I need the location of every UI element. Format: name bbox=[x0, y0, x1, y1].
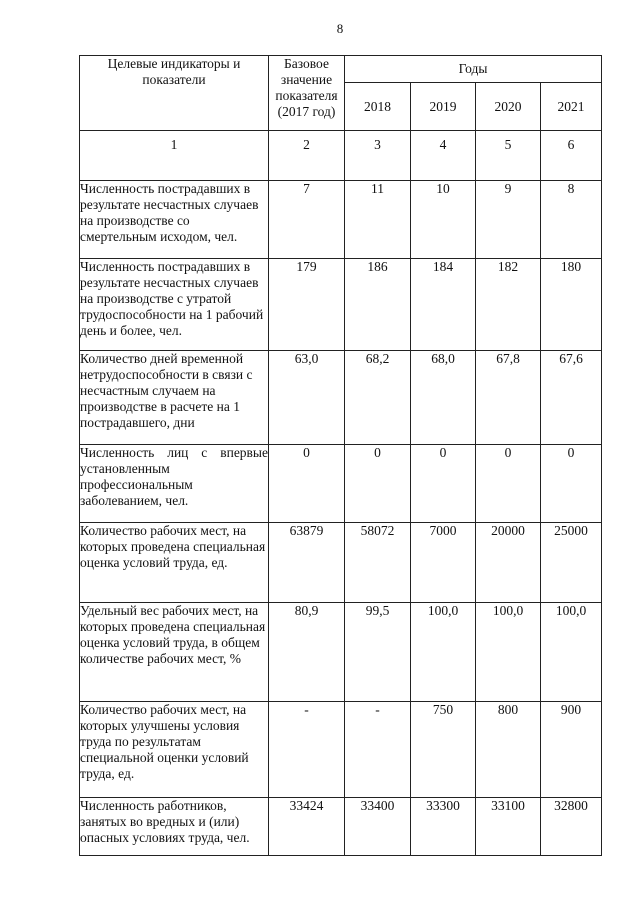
indicator-name: Численность лиц с впервые установленным профессиональным заболеванием, чел. bbox=[80, 445, 269, 523]
indicator-value-2019: 100,0 bbox=[411, 603, 476, 702]
indicator-value-2020: 20000 bbox=[476, 523, 541, 603]
indicator-value-2018: - bbox=[345, 702, 411, 798]
indicator-base-value: 63,0 bbox=[269, 351, 345, 445]
indicator-value-2018: 99,5 bbox=[345, 603, 411, 702]
indicator-value-2019: 750 bbox=[411, 702, 476, 798]
indicator-value-2020: 800 bbox=[476, 702, 541, 798]
header-year: 2019 bbox=[411, 83, 476, 131]
table-row bbox=[80, 445, 602, 523]
header-year: 2018 bbox=[345, 83, 411, 131]
indicator-base-value: - bbox=[269, 702, 345, 798]
header-indicator-label: Целевые индикаторы и показатели bbox=[80, 56, 269, 131]
table-row bbox=[80, 351, 602, 445]
indicator-value-2018: 58072 bbox=[345, 523, 411, 603]
indicator-name: Численность пострадавших в результате несчастных случаев на производстве с утратой трудоспособности на 1 рабочий день и более, чел. bbox=[80, 259, 269, 351]
indicator-base-value: 33424 bbox=[269, 798, 345, 856]
column-number: 4 bbox=[411, 131, 476, 181]
indicator-value-2021: 67,6 bbox=[541, 351, 602, 445]
indicator-base-value: 7 bbox=[269, 181, 345, 259]
indicator-value-2019: 7000 bbox=[411, 523, 476, 603]
indicator-value-2020: 100,0 bbox=[476, 603, 541, 702]
header-years-label: Годы bbox=[345, 56, 602, 83]
indicator-base-value: 0 bbox=[269, 445, 345, 523]
indicator-value-2021: 8 bbox=[541, 181, 602, 259]
column-number: 6 bbox=[541, 131, 602, 181]
indicator-value-2020: 0 bbox=[476, 445, 541, 523]
header-base-value-label: Базовое значение показателя (2017 год) bbox=[269, 56, 345, 131]
indicator-base-value: 80,9 bbox=[269, 603, 345, 702]
indicator-value-2020: 67,8 bbox=[476, 351, 541, 445]
column-number: 5 bbox=[476, 131, 541, 181]
indicator-value-2018: 33400 bbox=[345, 798, 411, 856]
indicator-value-2019: 184 bbox=[411, 259, 476, 351]
indicator-value-2021: 32800 bbox=[541, 798, 602, 856]
page-number: 8 bbox=[336, 21, 344, 36]
indicator-value-2020: 33100 bbox=[476, 798, 541, 856]
column-number-row bbox=[80, 131, 602, 181]
column-number: 2 bbox=[269, 131, 345, 181]
column-number: 1 bbox=[80, 131, 269, 181]
indicator-value-2018: 68,2 bbox=[345, 351, 411, 445]
indicator-name: Количество дней временной нетрудоспособности в связи с несчастным случаем на производстве в расчете на 1 пострадавшего, дни bbox=[80, 351, 269, 445]
indicator-value-2018: 186 bbox=[345, 259, 411, 351]
indicator-value-2018: 0 bbox=[345, 445, 411, 523]
indicator-value-2021: 900 bbox=[541, 702, 602, 798]
indicator-value-2020: 182 bbox=[476, 259, 541, 351]
indicator-value-2021: 100,0 bbox=[541, 603, 602, 702]
table-row bbox=[80, 259, 602, 351]
table-row bbox=[80, 523, 602, 603]
indicator-value-2018: 11 bbox=[345, 181, 411, 259]
indicator-value-2019: 0 bbox=[411, 445, 476, 523]
header-row bbox=[80, 56, 602, 83]
indicator-value-2021: 25000 bbox=[541, 523, 602, 603]
indicator-base-value: 179 bbox=[269, 259, 345, 351]
indicator-value-2021: 180 bbox=[541, 259, 602, 351]
table-row bbox=[80, 181, 602, 259]
indicator-name: Численность пострадавших в результате несчастных случаев на производстве со смертельным исходом, чел. bbox=[80, 181, 269, 259]
indicator-value-2020: 9 bbox=[476, 181, 541, 259]
header-year: 2021 bbox=[541, 83, 602, 131]
indicator-value-2019: 33300 bbox=[411, 798, 476, 856]
indicator-base-value: 63879 bbox=[269, 523, 345, 603]
indicator-name: Количество рабочих мест, на которых улучшены условия труда по результатам специальной оценки условий труда, ед. bbox=[80, 702, 269, 798]
column-number: 3 bbox=[345, 131, 411, 181]
indicators-table bbox=[79, 55, 602, 856]
indicator-value-2019: 68,0 bbox=[411, 351, 476, 445]
table-row bbox=[80, 603, 602, 702]
indicator-value-2021: 0 bbox=[541, 445, 602, 523]
indicator-value-2019: 10 bbox=[411, 181, 476, 259]
table-row bbox=[80, 798, 602, 856]
indicator-name: Количество рабочих мест, на которых проведена специальная оценка условий труда, ед. bbox=[80, 523, 269, 603]
indicator-name: Численность работников, занятых во вредных и (или) опасных условиях труда, чел. bbox=[80, 798, 269, 856]
header-year: 2020 bbox=[476, 83, 541, 131]
table-row bbox=[80, 702, 602, 798]
indicator-name: Удельный вес рабочих мест, на которых проведена специальная оценка условий труда, в общем количестве рабочих мест, % bbox=[80, 603, 269, 702]
